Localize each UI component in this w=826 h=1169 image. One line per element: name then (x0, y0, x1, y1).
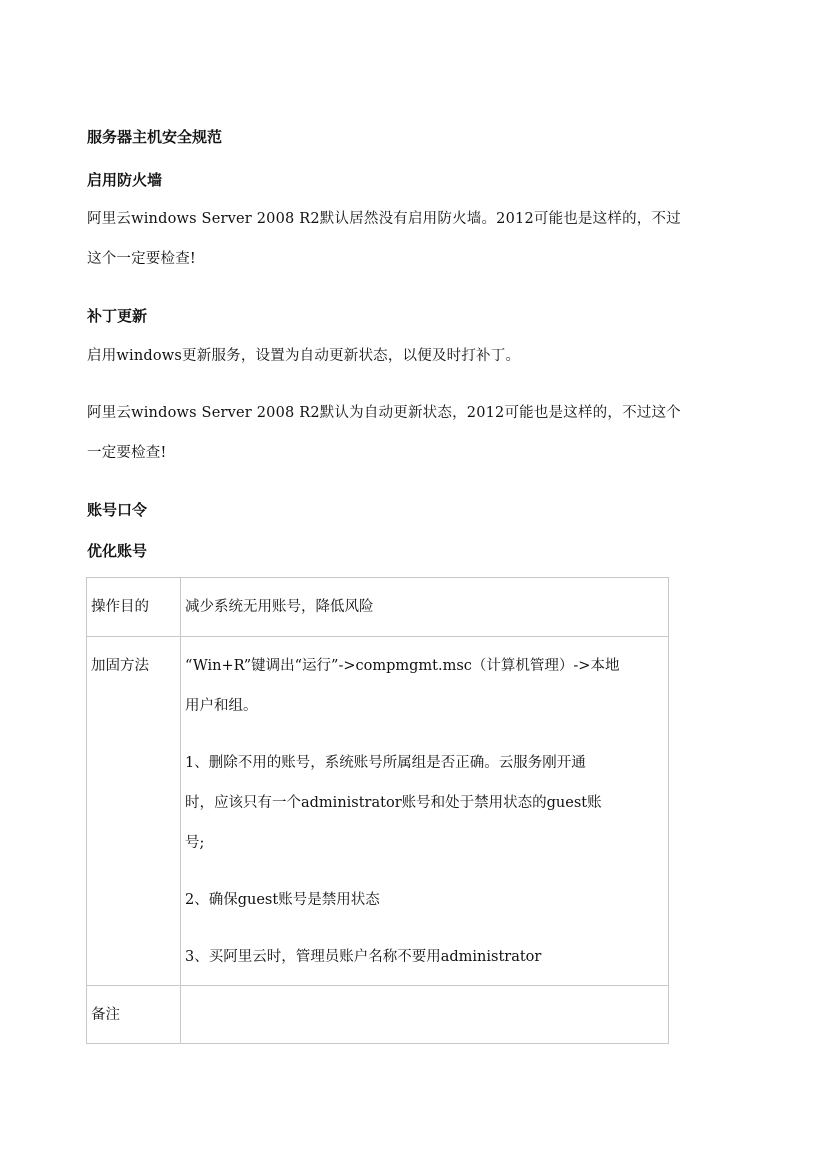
method-item-1-line-2: 时，应该只有一个administrator账号和处于禁用状态的guest账 (185, 795, 602, 811)
table-row (87, 986, 669, 1044)
table-label-cell (87, 637, 181, 986)
firewall-line-2: 这个一定要检查! (87, 251, 196, 267)
spacer (185, 726, 664, 743)
section-heading-account: 账号口令 (87, 501, 148, 519)
patch-para2-line-1: 阿里云windows Server 2008 R2默认为自动更新状态，2012可能也是这样的，不过这个 (87, 405, 681, 421)
method-intro-line-2: 用户和组。 (185, 698, 258, 714)
table-label-cell (87, 986, 181, 1044)
method-item-3: 3、买阿里云时，管理员账户名称不要用administrator (185, 949, 542, 965)
method-intro-line-1: “Win+R”键调出“运行”->compmgmt.msc（计算机管理）->本地 (185, 658, 620, 674)
table-content-cell (181, 578, 669, 637)
table-label-purpose: 操作目的 (91, 599, 149, 615)
table-label-remarks: 备注 (91, 1007, 120, 1023)
method-intro (185, 646, 664, 726)
patch-para2-line-2: 一定要检查! (87, 445, 167, 461)
table-content-cell (181, 637, 669, 986)
method-item-1 (185, 743, 664, 863)
table-content-cell (181, 986, 669, 1044)
section-heading-firewall: 启用防火墙 (87, 171, 163, 189)
patch-paragraph-1: 启用windows更新服务，设置为自动更新状态，以便及时打补丁。 (87, 348, 521, 364)
table-content-purpose: 减少系统无用账号，降低风险 (185, 599, 374, 615)
table-label-method: 加固方法 (91, 658, 149, 674)
section-heading-patch: 补丁更新 (87, 307, 148, 325)
firewall-line-1: 阿里云windows Server 2008 R2默认居然没有启用防火墙。2012可能也是这样的，不过 (87, 211, 681, 227)
spacer (185, 863, 664, 880)
method-item-1-line-1: 1、删除不用的账号，系统账号所属组是否正确。云服务刚开通 (185, 755, 586, 771)
patch-paragraph-2 (87, 393, 747, 473)
method-item-1-line-3: 号; (185, 835, 205, 851)
method-item-2: 2、确保guest账号是禁用状态 (185, 892, 380, 908)
account-table (86, 577, 669, 1044)
firewall-paragraph (87, 199, 747, 279)
table-row (87, 578, 669, 637)
document-title: 服务器主机安全规范 (87, 128, 223, 146)
section-subheading-optimize-account: 优化账号 (87, 542, 148, 560)
table-label-cell (87, 578, 181, 637)
spacer (185, 920, 664, 937)
table-row (87, 637, 669, 986)
